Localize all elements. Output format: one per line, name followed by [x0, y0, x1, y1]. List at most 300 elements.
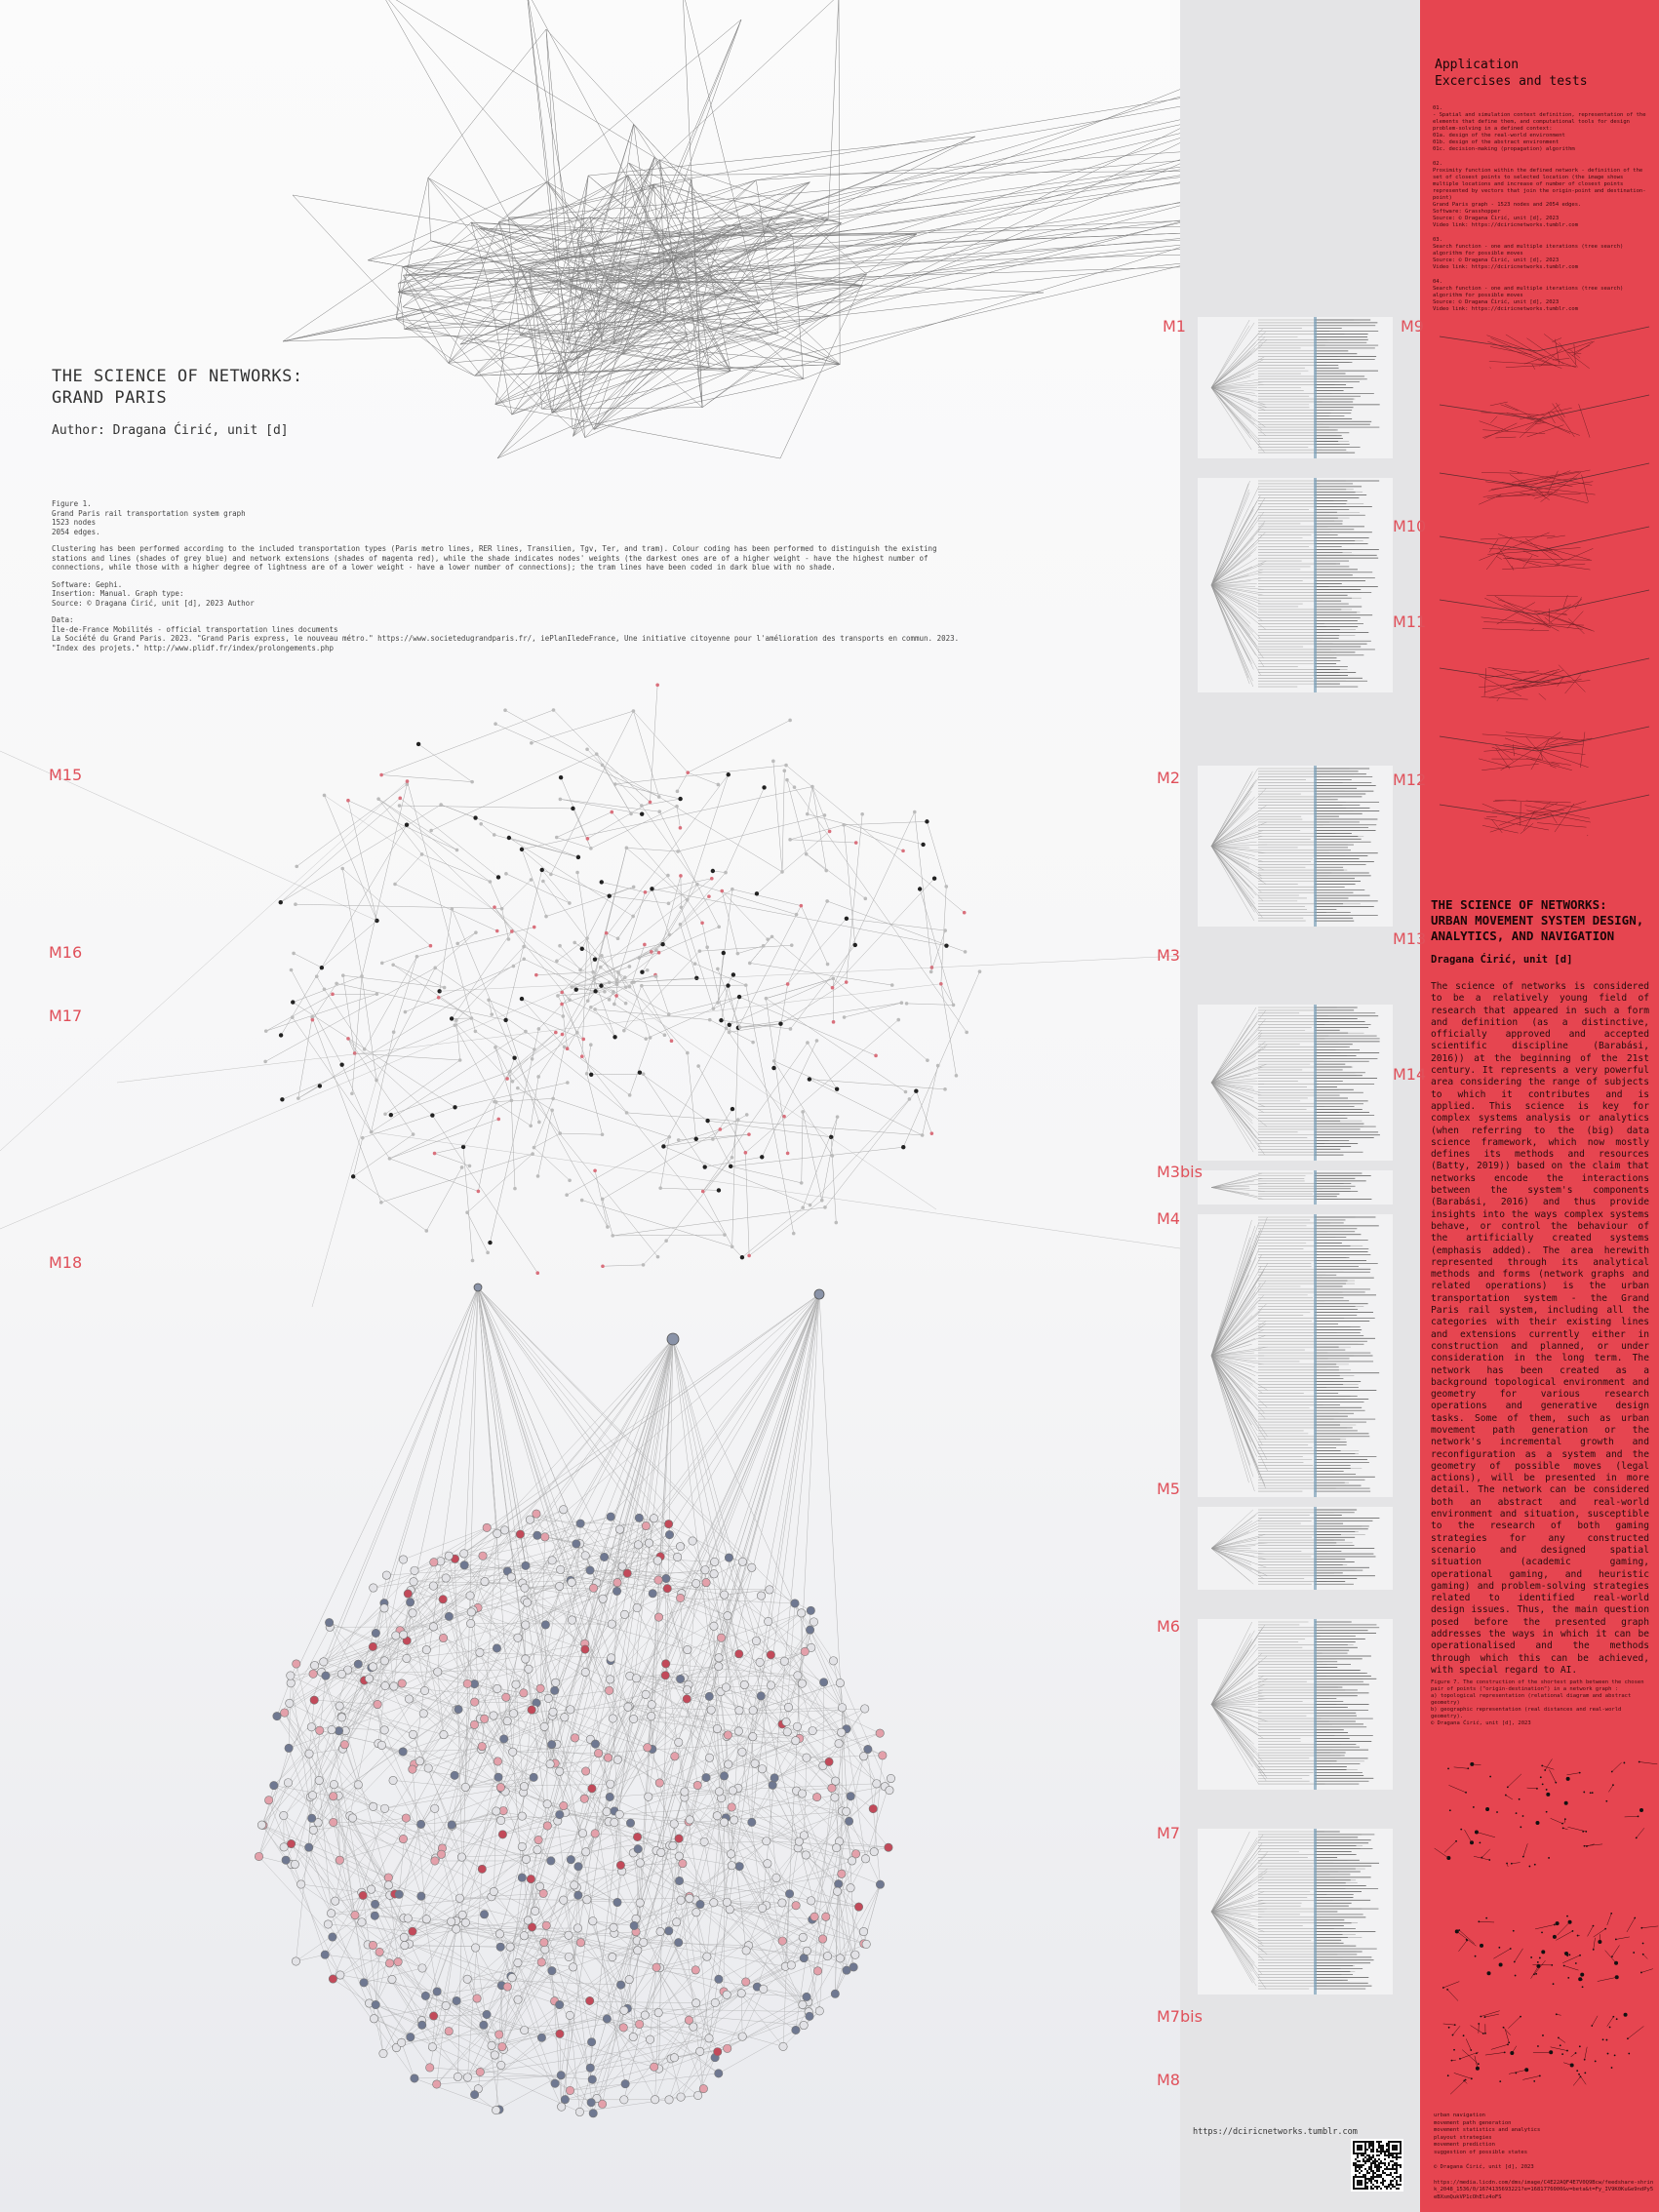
graph-node [571, 1881, 578, 1889]
graph-node [549, 873, 553, 877]
graph-node [581, 1645, 589, 1653]
graph-node [525, 1665, 533, 1673]
graph-node [650, 1515, 657, 1522]
graph-node [566, 2086, 573, 2094]
graph-node [405, 1695, 413, 1703]
graph-node [747, 1254, 751, 1258]
graph-node [936, 1064, 940, 1068]
graph-node [615, 981, 619, 985]
graph-edge [467, 1962, 541, 1979]
graph-node [473, 1995, 481, 2002]
graph-node [494, 722, 497, 726]
graph-edge [780, 982, 846, 1024]
graph-node [445, 2027, 453, 2034]
graph-edge [375, 1916, 455, 1920]
graph-edge [782, 770, 784, 872]
graph-edge [381, 1745, 414, 1764]
graph-edge [633, 711, 688, 772]
graph-node [331, 1897, 338, 1905]
graph-node [593, 1168, 597, 1172]
graph-edge [560, 1679, 611, 1771]
graph-node [836, 1955, 844, 1962]
graph-node [568, 1578, 575, 1586]
graph-edge [381, 710, 553, 775]
graph-edge [774, 1061, 837, 1089]
graph-edge [632, 983, 651, 1038]
graph-node [335, 1726, 342, 1734]
graph-node [493, 1807, 500, 1815]
graph-node [496, 1783, 504, 1791]
graph-node [921, 1133, 925, 1137]
graph-node [837, 1728, 845, 1736]
graph-node [547, 1857, 555, 1865]
graph-edge [652, 1749, 673, 1845]
graph-node [560, 1003, 564, 1007]
graph-node [490, 1712, 497, 1719]
graph-node [826, 963, 830, 967]
graph-node [309, 1670, 317, 1678]
graph-node [676, 849, 680, 853]
graph-node [831, 1794, 839, 1801]
graph-edge [626, 848, 678, 851]
graph-node [279, 900, 283, 904]
graph-node [478, 1865, 486, 1873]
graph-node [405, 823, 409, 827]
graph-node [330, 1793, 337, 1800]
graph-node [636, 1859, 644, 1867]
graph-node [640, 811, 644, 815]
graph-edge [601, 879, 712, 968]
graph-node [611, 1818, 618, 1826]
graph-edge [738, 1294, 819, 1731]
graph-node [646, 2035, 653, 2043]
diagram-bar [1314, 766, 1317, 927]
graph-edge [348, 801, 377, 921]
graph-node [604, 1754, 612, 1761]
graph-edge [492, 2002, 715, 2045]
graph-node [576, 855, 580, 859]
graph-node [315, 1776, 323, 1784]
graph-edge [610, 887, 634, 895]
graph-node [578, 1830, 586, 1837]
graph-edge [756, 106, 1180, 180]
graph-node [513, 1187, 517, 1191]
graph-node [717, 925, 721, 928]
graph-node [425, 2064, 433, 2072]
proximity-thumbnail [1440, 395, 1649, 439]
graph-node [665, 1530, 673, 1538]
graph-node [635, 1514, 643, 1521]
graph-node [679, 874, 683, 878]
graph-node [862, 1940, 870, 1948]
graph-node [512, 965, 516, 968]
graph-node [488, 1241, 492, 1244]
graph-node [581, 1038, 585, 1042]
graph-edge [298, 959, 524, 1098]
graph-node [714, 2047, 722, 2055]
graph-node [734, 1727, 742, 1735]
graph-node [640, 1938, 648, 1946]
graph-node [673, 1918, 681, 1926]
graph-node [532, 1907, 539, 1915]
graph-edge [652, 876, 667, 889]
graph-node [677, 1896, 685, 1904]
graph-node [384, 1874, 392, 1881]
graph-edge [543, 1814, 619, 1893]
graph-node [833, 1887, 841, 1895]
graph-edge [819, 1294, 855, 1955]
graph-edge [403, 307, 622, 355]
graph-node [573, 1924, 581, 1932]
graph-node [374, 1700, 381, 1708]
graph-edge [571, 1823, 630, 1859]
graph-edge [662, 876, 681, 944]
graph-node [565, 1193, 569, 1197]
graph-edge [685, 1784, 877, 1792]
diagram-bar [1314, 1005, 1317, 1161]
graph-edge [344, 1600, 443, 1745]
graph-edge [266, 994, 377, 1031]
graph-edge [309, 1287, 478, 1847]
graph-edge [518, 1963, 593, 2113]
graph-edge [435, 1808, 510, 1947]
graph-edge [277, 1570, 415, 1716]
graph-edge [833, 978, 928, 1060]
graph-edge [802, 1112, 803, 1183]
graph-node [615, 978, 619, 982]
graph-node [591, 1740, 599, 1748]
graph-node [433, 2080, 441, 2088]
metro-edges [265, 685, 979, 1273]
graph-node [437, 996, 441, 1000]
graph-node [731, 888, 734, 891]
graph-node [737, 1990, 745, 1997]
graph-node [654, 1613, 662, 1621]
graph-node [512, 1680, 520, 1688]
graph-node [675, 805, 679, 809]
graph-node [707, 1706, 715, 1714]
graph-node [351, 1911, 359, 1918]
graph-edge [478, 1287, 646, 1526]
graph-node [820, 1199, 824, 1203]
graph-node [726, 983, 730, 987]
graph-node [480, 1911, 488, 1918]
graph-node [518, 1842, 526, 1850]
graph-edge [464, 1287, 478, 1565]
graph-edge [825, 1091, 916, 1207]
graph-edge [415, 1747, 483, 1764]
graph-edge [634, 203, 1180, 288]
graph-node [527, 1875, 534, 1882]
graph-node [908, 1097, 912, 1101]
graph-node [431, 1804, 439, 1812]
graph-node [331, 993, 335, 997]
graph-node [656, 1255, 660, 1259]
graph-edge [941, 984, 957, 1076]
graph-node [727, 1850, 734, 1858]
graph-node [382, 1571, 390, 1579]
graph-node [589, 1917, 597, 1925]
graph-node [522, 1855, 530, 1863]
graph-node [771, 760, 775, 764]
graph-node [717, 783, 721, 787]
graph-edge [688, 1053, 696, 1139]
graph-node [724, 1731, 731, 1739]
graph-edge [669, 997, 739, 1014]
graph-edge [651, 685, 658, 802]
graph-edge [463, 1071, 510, 1147]
graph-edge [509, 838, 633, 916]
graph-node [496, 1816, 504, 1824]
graph-node [700, 1837, 708, 1845]
graph-node [381, 1681, 389, 1689]
graph-node [367, 1885, 375, 1893]
graph-edge [552, 1110, 560, 1133]
graph-node [831, 986, 835, 990]
graph-node [516, 1530, 524, 1538]
graph-edge [722, 891, 737, 954]
graph-node [521, 2026, 529, 2034]
graph-node [453, 1105, 456, 1109]
graph-node [410, 1578, 417, 1586]
graph-node [644, 1037, 648, 1041]
graph-node [806, 1626, 813, 1634]
graph-node [631, 915, 635, 919]
graph-node [615, 1525, 623, 1533]
graph-edge [515, 1058, 608, 1227]
graph-edge [801, 906, 827, 965]
graph-edge [492, 2045, 591, 2102]
graph-edge [1484, 423, 1518, 439]
graph-edge [524, 134, 1180, 289]
graph-node [806, 812, 810, 816]
graph-node [409, 1927, 416, 1935]
graph-edge [418, 744, 472, 782]
graph-node [429, 1582, 437, 1590]
graph-node [657, 795, 661, 799]
graph-node [799, 2000, 807, 2008]
graph-edge [573, 20, 741, 436]
graph-node [758, 1904, 766, 1912]
graph-node [370, 2015, 377, 2023]
graph-node [286, 1699, 294, 1707]
graph-node [702, 1578, 710, 1586]
graph-edge [561, 2015, 570, 2074]
graph-node [649, 1590, 656, 1598]
graph-node [465, 1210, 469, 1214]
graph-node [541, 1621, 549, 1629]
graph-node [632, 709, 636, 713]
graph-edge [432, 2047, 467, 2077]
graph-edge [394, 957, 417, 1032]
graph-node [728, 1023, 731, 1027]
graph-node [264, 1029, 268, 1033]
graph-edge [923, 1066, 938, 1135]
graph-node [481, 1577, 489, 1585]
graph-node [327, 1910, 335, 1917]
graph-node [808, 1077, 811, 1081]
graph-node [603, 990, 607, 994]
graph-edge [677, 772, 688, 791]
graph-node [468, 1165, 472, 1168]
graph-node [514, 1995, 522, 2003]
graph-node [385, 1959, 393, 1967]
graph-node [371, 1900, 378, 1908]
graph-edge [1532, 364, 1535, 369]
graph-edge [745, 1020, 898, 1153]
graph-node [717, 1634, 725, 1641]
graph-node [589, 1584, 597, 1592]
graph-node [510, 929, 514, 933]
graph-edge [573, 1931, 669, 1967]
graph-node [896, 1018, 900, 1022]
graph-edge [507, 1556, 585, 1571]
graph-node [772, 1874, 780, 1881]
graph-node [418, 1964, 426, 1972]
graph-node [675, 1876, 683, 1884]
graph-node [324, 1920, 332, 1928]
graph-node [731, 1244, 734, 1248]
graph-edge [941, 887, 946, 984]
graph-edge [732, 1246, 742, 1257]
graph-edge [502, 880, 532, 909]
graph-node [567, 1855, 574, 1863]
graph-node [307, 1814, 315, 1822]
graph-edge [512, 1033, 576, 1082]
graph-node [738, 1026, 742, 1030]
graph-node [720, 1772, 728, 1780]
graph-node [829, 1657, 837, 1665]
graph-node [642, 1690, 650, 1698]
graph-node [701, 1190, 705, 1194]
graph-node [586, 1566, 594, 1574]
graph-node [543, 1822, 551, 1830]
graph-node [780, 870, 784, 874]
graph-edge [681, 907, 713, 1008]
graph-node [642, 1072, 646, 1076]
graph-node [943, 928, 947, 932]
graph-node [736, 952, 740, 956]
graph-node [295, 865, 298, 869]
graph-node [454, 1023, 457, 1027]
graph-edge [495, 724, 659, 797]
graph-edge [452, 909, 514, 1058]
graph-node [406, 1599, 414, 1606]
graph-node [786, 982, 790, 986]
graph-node [589, 847, 593, 850]
graph-node [749, 1706, 757, 1714]
graph-edge [793, 220, 1180, 236]
graph-edge [721, 986, 728, 1021]
graph-edge [702, 923, 707, 947]
diagram-bar [1314, 1507, 1317, 1590]
graph-edge [847, 814, 862, 982]
graph-node [613, 1578, 621, 1586]
graph-node [662, 1574, 670, 1582]
graph-edge [721, 1638, 738, 1711]
graph-node [454, 1705, 462, 1713]
graph-edge [778, 234, 917, 237]
graph-node [404, 1915, 412, 1922]
graph-node [433, 967, 437, 970]
graph-edge [868, 1750, 881, 1885]
graph-node [692, 1579, 700, 1587]
graph-node [711, 869, 715, 873]
graph-node [568, 998, 572, 1002]
graph-node [691, 1966, 699, 1974]
graph-edge [382, 946, 431, 964]
graph-node [615, 1810, 623, 1818]
metro-diagram [1198, 766, 1393, 927]
graph-node [429, 2012, 437, 2020]
graph-edge [281, 825, 407, 1036]
metro-diagram [1198, 1214, 1393, 1497]
graph-edge [673, 1339, 756, 1640]
graph-node [573, 1540, 580, 1548]
graph-edge [378, 799, 490, 882]
diagram-background [1198, 478, 1393, 692]
graph-node [323, 987, 327, 991]
graph-node [574, 987, 578, 991]
graph-node [336, 1702, 343, 1710]
graph-node [657, 810, 661, 813]
graph-node [624, 985, 628, 989]
graph-edge [324, 795, 376, 921]
graph-node [397, 2038, 405, 2046]
graph-edge [0, 950, 656, 1229]
graph-node [601, 1198, 605, 1202]
graph-node [380, 1804, 388, 1812]
graph-node [772, 1059, 776, 1063]
graph-node [843, 1015, 847, 1019]
graph-node [834, 1221, 838, 1225]
graph-node [376, 797, 380, 801]
graph-edge [428, 178, 604, 272]
graph-edge [773, 761, 782, 872]
graph-node [467, 1608, 475, 1616]
graph-node [340, 1741, 348, 1749]
graph-edge [620, 303, 840, 364]
graph-edge [376, 968, 435, 1080]
graph-node [652, 1963, 660, 1971]
graph-edge [652, 889, 669, 934]
graph-node [835, 1740, 843, 1748]
graph-node [417, 1892, 425, 1900]
graph-node [556, 1582, 564, 1590]
graph-node [555, 2000, 563, 2008]
graph-edge [774, 1061, 833, 1156]
graph-node [558, 944, 562, 948]
graph-node [353, 1051, 357, 1055]
graph-node [503, 1983, 511, 1991]
graph-edge [446, 1929, 456, 2006]
graph-edge [379, 1952, 503, 2049]
graph-node [770, 1774, 778, 1782]
graph-node [851, 1951, 859, 1958]
graph-node [716, 1001, 720, 1005]
graph-node [810, 1618, 817, 1626]
graph-node [608, 981, 612, 985]
graph-node [731, 1107, 734, 1111]
graph-node [635, 2020, 643, 2028]
graph-node [533, 926, 536, 929]
graph-node [497, 2061, 505, 2069]
graph-node [901, 1145, 905, 1149]
graph-node [516, 1086, 520, 1090]
graph-node [422, 1916, 430, 1923]
graph-edge [375, 2019, 411, 2037]
graph-edge [698, 1992, 724, 2095]
